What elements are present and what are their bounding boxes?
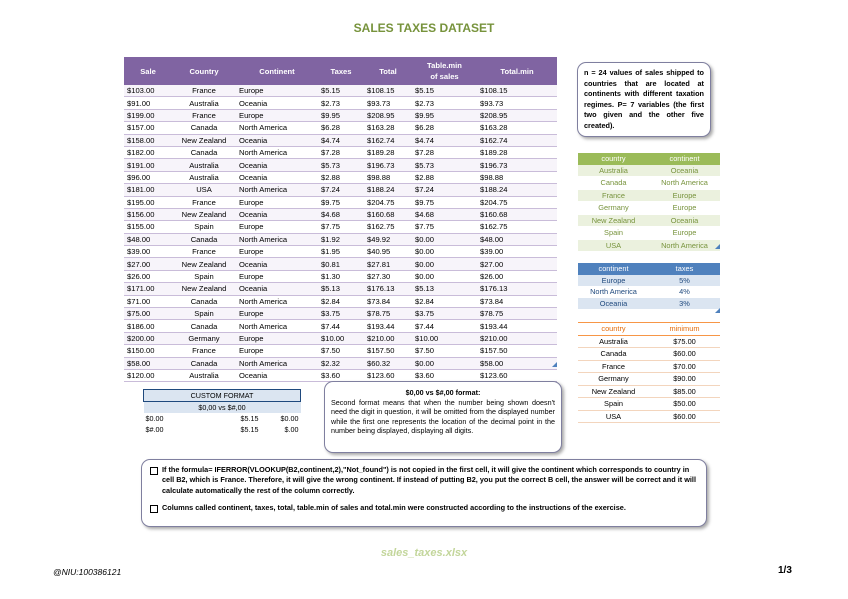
table-cell: USA: [172, 184, 236, 196]
table-cell: USA: [578, 239, 649, 252]
table-cell: $10.00: [318, 332, 364, 344]
table-cell: $2.32: [318, 357, 364, 369]
table-cell: $199.00: [124, 109, 172, 121]
table-cell: Oceania: [236, 171, 318, 183]
table-cell: $#.00: [145, 424, 164, 434]
table-cell: $9.75: [318, 196, 364, 208]
column-header: minimum: [649, 323, 720, 336]
table-row: [578, 202, 720, 215]
table-cell: $5.13: [318, 283, 364, 295]
table-row: [578, 165, 720, 177]
table-cell: Oceania: [236, 134, 318, 146]
table-cell: Australia: [172, 171, 236, 183]
table-cell: $5.15: [412, 85, 477, 97]
table-cell: Oceania: [236, 283, 318, 295]
table-cell: Canada: [172, 122, 236, 134]
table-cell: Europe: [649, 189, 720, 202]
table-cell: North America: [236, 122, 318, 134]
table-cell: $162.74: [364, 134, 412, 146]
list-item: [150, 503, 698, 513]
table-row: [124, 159, 557, 171]
table-cell: $157.50: [477, 345, 557, 357]
table-cell: $163.28: [477, 122, 557, 134]
table-cell: $27.30: [364, 270, 412, 282]
table-cell: Europe: [236, 270, 318, 282]
table-cell: $108.15: [364, 85, 412, 97]
table-cell: North America: [236, 320, 318, 332]
table-cell: $5.15: [318, 85, 364, 97]
table-cell: France: [172, 246, 236, 258]
table-row: [144, 413, 301, 424]
table-cell: $123.60: [477, 369, 557, 381]
table-row: [124, 320, 557, 332]
table-cell: $0.81: [318, 258, 364, 270]
table-cell: $163.28: [364, 122, 412, 134]
table-cell: Oceania: [236, 258, 318, 270]
table-cell: $4.68: [412, 208, 477, 220]
table-cell: $49.92: [364, 233, 412, 245]
table-cell: $162.75: [477, 221, 557, 233]
table-row: [124, 295, 557, 307]
table-cell: $4.68: [318, 208, 364, 220]
table-row: [578, 335, 720, 348]
custom-format-title: CUSTOM FORMAT: [144, 390, 301, 402]
column-header: continent: [649, 153, 720, 165]
table-cell: $4.74: [318, 134, 364, 146]
column-header: country: [578, 323, 649, 336]
table-cell: $48.00: [124, 233, 172, 245]
table-cell: $160.68: [477, 208, 557, 220]
table-cell: $3.60: [412, 369, 477, 381]
table-cell: Canada: [172, 233, 236, 245]
table-cell: New Zealand: [578, 385, 649, 398]
table-cell: $3.75: [412, 308, 477, 320]
table-resize-handle[interactable]: [552, 362, 557, 367]
country-minimum-table: [578, 322, 720, 423]
table-cell: $10.00: [412, 332, 477, 344]
table-cell: Europe: [236, 109, 318, 121]
table-cell: $73.84: [364, 295, 412, 307]
table-row: [124, 270, 557, 282]
table-cell: $7.28: [412, 146, 477, 158]
table-cell: $0.00: [412, 270, 477, 282]
table-cell: France: [172, 196, 236, 208]
table-header-row: [578, 153, 720, 165]
table-cell: Oceania: [236, 369, 318, 381]
column-header: Country: [172, 57, 236, 85]
table-row: [578, 398, 720, 411]
table-cell: $60.00: [649, 410, 720, 423]
table-cell: North America: [236, 184, 318, 196]
table-cell: $193.44: [477, 320, 557, 332]
table-row: [124, 221, 557, 233]
table-cell: $90.00: [649, 373, 720, 386]
table-resize-handle[interactable]: [715, 244, 720, 249]
table-cell: $78.75: [364, 308, 412, 320]
table-cell: $9.95: [412, 109, 477, 121]
table-cell: Oceania: [236, 208, 318, 220]
table-row: [578, 298, 720, 310]
table-cell: $123.60: [364, 369, 412, 381]
table-cell: $5.15: [240, 424, 259, 434]
table-header-row: [124, 57, 557, 85]
filename-label: sales_taxes.xlsx: [380, 547, 468, 559]
table-cell: $0.00: [412, 246, 477, 258]
table-cell: $158.00: [124, 134, 172, 146]
table-cell: $188.24: [477, 184, 557, 196]
instruction-text: Columns called continent, taxes, total, table.min of sales and total.min were constructed according to the instructions of the exercise.: [162, 503, 626, 513]
table-cell: Spain: [578, 398, 649, 411]
table-row: [124, 184, 557, 196]
table-cell: New Zealand: [172, 283, 236, 295]
instructions-note: [141, 459, 707, 527]
table-row: [578, 275, 720, 287]
table-cell: $71.00: [124, 295, 172, 307]
table-cell: $2.73: [318, 97, 364, 109]
custom-format-table: [143, 389, 301, 435]
table-cell: $26.00: [477, 270, 557, 282]
table-cell: France: [578, 189, 649, 202]
table-row: [124, 134, 557, 146]
table-cell: $58.00: [124, 357, 172, 369]
table-cell: Australia: [172, 97, 236, 109]
table-cell: Oceania: [236, 97, 318, 109]
table-row: [124, 85, 557, 97]
custom-format-subtitle: $0,00 vs $#,00: [144, 402, 301, 414]
table-cell: North America: [236, 233, 318, 245]
table-cell: $1.30: [318, 270, 364, 282]
table-cell: $204.75: [364, 196, 412, 208]
table-cell: Canada: [172, 357, 236, 369]
table-cell: France: [172, 345, 236, 357]
table-cell: $40.95: [364, 246, 412, 258]
table-row: [578, 239, 720, 252]
table-cell: $208.95: [477, 109, 557, 121]
table-cell: $27.81: [364, 258, 412, 270]
table-cell: Spain: [172, 221, 236, 233]
table-row: [124, 308, 557, 320]
table-cell: Europe: [649, 202, 720, 215]
table-cell: $.00: [284, 424, 299, 434]
table-cell: $156.00: [124, 208, 172, 220]
table-cell: $196.73: [364, 159, 412, 171]
table-cell: North America: [590, 287, 637, 297]
table-cell: $58.00: [477, 357, 557, 369]
table-cell: Oceania: [236, 159, 318, 171]
table-cell: Germany: [578, 373, 649, 386]
table-row: [124, 233, 557, 245]
table-cell: Oceania: [649, 214, 720, 227]
format-note-heading: $0,00 vs $#,00 format:: [405, 388, 481, 397]
table-cell: $1.95: [318, 246, 364, 258]
table-cell: $6.28: [412, 122, 477, 134]
table-cell: $181.00: [124, 184, 172, 196]
format-explanation-note: [324, 381, 562, 453]
table-cell: $96.00: [124, 171, 172, 183]
table-row: [124, 246, 557, 258]
table-cell: Germany: [578, 202, 649, 215]
table-cell: $176.13: [364, 283, 412, 295]
table-row: [124, 122, 557, 134]
column-header: taxes: [649, 263, 720, 275]
table-cell: Australia: [172, 159, 236, 171]
table-cell: $85.00: [649, 385, 720, 398]
table-cell: $60.32: [364, 357, 412, 369]
table-cell: $191.00: [124, 159, 172, 171]
table-cell: Spain: [172, 308, 236, 320]
table-cell: Canada: [172, 146, 236, 158]
table-cell: $73.84: [477, 295, 557, 307]
sales-table: [124, 57, 557, 382]
table-cell: $75.00: [649, 335, 720, 348]
table-cell: $27.00: [124, 258, 172, 270]
table-row: [578, 373, 720, 386]
table-cell: $75.00: [124, 308, 172, 320]
table-cell: $93.73: [364, 97, 412, 109]
table-cell: France: [172, 85, 236, 97]
table-cell: Europe: [236, 196, 318, 208]
table-row: [124, 345, 557, 357]
format-note-body: Second format means that when the number being shown doesn't need the digit in question, it will be omitted from the displayed number while the first one represents the location of the decimal point in the number being displayed, displaying all digits.: [331, 397, 555, 436]
table-cell: $204.75: [477, 196, 557, 208]
table-cell: Australia: [172, 369, 236, 381]
table-cell: $5.13: [412, 283, 477, 295]
table-row: [578, 360, 720, 373]
column-header: Total: [364, 57, 412, 85]
country-continent-table: [578, 153, 720, 252]
table-row: [124, 196, 557, 208]
table-cell: North America: [649, 177, 720, 190]
table-cell: Canada: [172, 295, 236, 307]
table-row: [124, 171, 557, 183]
table-cell: $93.73: [477, 97, 557, 109]
table-cell: $176.13: [477, 283, 557, 295]
table-cell: $98.88: [477, 171, 557, 183]
table-cell: $160.68: [364, 208, 412, 220]
column-header: Sale: [124, 57, 172, 85]
table-cell: $48.00: [477, 233, 557, 245]
table-cell: $60.00: [649, 348, 720, 361]
table-row: [124, 97, 557, 109]
table-cell: $3.75: [318, 308, 364, 320]
column-header: Total.min: [477, 57, 557, 85]
table-row: [578, 227, 720, 240]
instruction-text: If the formula= IFERROR(VLOOKUP(B2,continent,2),"Not_found") is not copied in the first cell, it will give the continent which corresponds to country in cell B2, which is France. Therefore, it will give the wrong continent. If instead of putting B2, you put the correct B cell, the answer will be correct and it will calculate automatically the rest of the column correctly.: [162, 465, 696, 495]
table-cell: 4%: [679, 287, 690, 297]
table-row: [578, 189, 720, 202]
table-cell: $208.95: [364, 109, 412, 121]
list-item: [150, 465, 698, 496]
table-cell: $120.00: [124, 369, 172, 381]
table-cell: $2.73: [412, 97, 477, 109]
table-cell: $0.00: [145, 413, 164, 423]
table-cell: $189.28: [477, 146, 557, 158]
table-cell: $150.00: [124, 345, 172, 357]
table-header-row: [578, 323, 720, 336]
checkbox-icon: [150, 467, 158, 475]
table-cell: USA: [578, 410, 649, 423]
table-row: [578, 385, 720, 398]
table-cell: Europe: [236, 246, 318, 258]
column-header: country: [578, 153, 649, 165]
table-cell: Canada: [578, 348, 649, 361]
table-cell: Oceania: [578, 298, 649, 310]
table-cell: $7.24: [412, 184, 477, 196]
table-cell: $155.00: [124, 221, 172, 233]
column-header: continent: [578, 263, 649, 275]
table-cell: $5.15: [240, 413, 259, 423]
table-cell: $210.00: [364, 332, 412, 344]
table-cell: $210.00: [477, 332, 557, 344]
table-row: [124, 146, 557, 158]
table-cell: $196.73: [477, 159, 557, 171]
table-cell: Canada: [172, 320, 236, 332]
table-cell: 3%: [649, 298, 720, 310]
table-cell: France: [578, 360, 649, 373]
table-cell: $103.00: [124, 85, 172, 97]
table-cell: Europe: [578, 275, 649, 287]
table-cell: $193.44: [364, 320, 412, 332]
table-cell: New Zealand: [172, 134, 236, 146]
table-row: [124, 208, 557, 220]
continent-taxes-table: [578, 263, 720, 309]
table-cell: $162.74: [477, 134, 557, 146]
table-cell: $0.00: [412, 258, 477, 270]
table-row: [578, 410, 720, 423]
table-cell: France: [172, 109, 236, 121]
table-cell: $7.75: [318, 221, 364, 233]
table-cell: $39.00: [124, 246, 172, 258]
checkbox-icon: [150, 505, 158, 513]
table-cell: $7.24: [318, 184, 364, 196]
table-row: [578, 214, 720, 227]
table-cell: $162.75: [364, 221, 412, 233]
table-cell: 5%: [649, 275, 720, 287]
page-title: SALES TAXES DATASET: [353, 21, 495, 35]
table-cell: $9.75: [412, 196, 477, 208]
table-cell: $7.50: [412, 345, 477, 357]
table-cell: $98.88: [364, 171, 412, 183]
column-header: Continent: [236, 57, 318, 85]
table-cell: $7.50: [318, 345, 364, 357]
table-cell: $5.73: [412, 159, 477, 171]
table-cell: $0.00: [280, 413, 299, 423]
table-row: [578, 348, 720, 361]
table-cell: $4.74: [412, 134, 477, 146]
table-cell: $2.84: [412, 295, 477, 307]
table-cell: $2.84: [318, 295, 364, 307]
table-cell: Europe: [236, 85, 318, 97]
table-row: [144, 424, 301, 435]
table-cell: $5.73: [318, 159, 364, 171]
table-cell: $91.00: [124, 97, 172, 109]
table-cell: Australia: [578, 335, 649, 348]
table-resize-handle[interactable]: [715, 308, 720, 313]
table-cell: Europe: [649, 227, 720, 240]
table-cell: $7.75: [412, 221, 477, 233]
table-cell: Australia: [578, 165, 649, 177]
table-cell: $0.00: [412, 233, 477, 245]
table-cell: $7.44: [412, 320, 477, 332]
table-row: [578, 286, 720, 298]
table-cell: Spain: [172, 270, 236, 282]
table-cell: New Zealand: [172, 208, 236, 220]
table-cell: New Zealand: [578, 214, 649, 227]
table-cell: $157.00: [124, 122, 172, 134]
table-cell: North America: [236, 295, 318, 307]
table-row: [124, 258, 557, 270]
table-cell: $186.00: [124, 320, 172, 332]
student-id: @NIU:100386121: [53, 567, 122, 577]
table-cell: $9.95: [318, 109, 364, 121]
table-cell: $108.15: [477, 85, 557, 97]
table-cell: $188.24: [364, 184, 412, 196]
table-cell: North America: [236, 146, 318, 158]
table-cell: $6.28: [318, 122, 364, 134]
table-cell: Oceania: [649, 165, 720, 177]
table-row: [124, 109, 557, 121]
dataset-description-note: n = 24 values of sales shipped to countries that are located at continents with different taxation regimes. P= 7 variables (the first two given and the other five created).: [577, 62, 711, 137]
column-header: Table.min of sales: [412, 57, 477, 85]
table-cell: $200.00: [124, 332, 172, 344]
table-cell: $157.50: [364, 345, 412, 357]
column-header: Taxes: [318, 57, 364, 85]
table-cell: Europe: [236, 308, 318, 320]
table-cell: $26.00: [124, 270, 172, 282]
table-cell: $70.00: [649, 360, 720, 373]
table-cell: $2.88: [412, 171, 477, 183]
table-cell: Spain: [578, 227, 649, 240]
table-cell: $27.00: [477, 258, 557, 270]
table-cell: $78.75: [477, 308, 557, 320]
table-cell: $7.44: [318, 320, 364, 332]
table-row: [124, 283, 557, 295]
table-cell: Europe: [236, 345, 318, 357]
table-cell: North America: [649, 239, 720, 252]
table-cell: $171.00: [124, 283, 172, 295]
table-cell: $39.00: [477, 246, 557, 258]
table-cell: New Zealand: [172, 258, 236, 270]
table-cell: $182.00: [124, 146, 172, 158]
table-row: [578, 177, 720, 190]
table-cell: $7.28: [318, 146, 364, 158]
table-cell: North America: [236, 357, 318, 369]
table-cell: Canada: [578, 177, 649, 190]
table-cell: $1.92: [318, 233, 364, 245]
table-cell: $189.28: [364, 146, 412, 158]
table-row: [124, 332, 557, 344]
table-cell: Europe: [236, 332, 318, 344]
page-number: 1/3: [778, 565, 792, 576]
table-cell: $50.00: [649, 398, 720, 411]
table-cell: Europe: [236, 221, 318, 233]
table-cell: $3.60: [318, 369, 364, 381]
table-cell: $195.00: [124, 196, 172, 208]
table-header-row: [578, 263, 720, 275]
table-row: [124, 357, 557, 369]
table-cell: Germany: [172, 332, 236, 344]
table-cell: $2.88: [318, 171, 364, 183]
table-cell: $0.00: [412, 357, 477, 369]
